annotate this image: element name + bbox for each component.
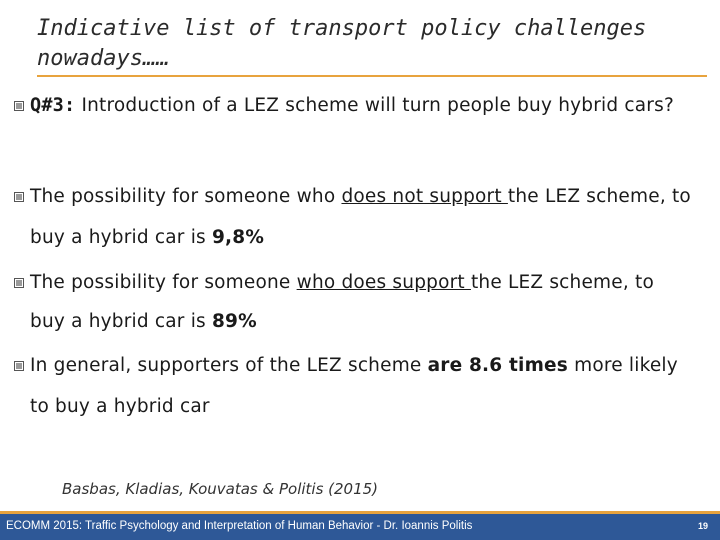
checkbox-bullet-icon [14,101,24,111]
checkbox-bullet-icon [14,361,24,371]
bullet-text: more likely [568,355,678,376]
footer-bar [0,511,720,540]
checkbox-bullet-icon [14,278,24,288]
bold-phrase: are 8.6 times [427,355,569,376]
percentage-value: 89% [211,311,257,332]
underlined-phrase: does not support [341,186,508,207]
bullet-text: the LEZ scheme, to [507,186,691,207]
question-text: Introduction of a LEZ scheme will turn people buy hybrid cars? [75,95,674,116]
underlined-phrase: who does support [296,272,471,293]
page-number: 19 [697,521,708,531]
bullet-text: The possibility for someone who [30,186,342,207]
bullet-text: buy a hybrid car is [30,227,212,248]
bullet-text: The possibility for someone [30,272,297,293]
bullet-text: In general, supporters of the LEZ scheme [30,355,428,376]
checkbox-bullet-icon [14,192,24,202]
title-underline-rule [37,75,707,77]
bullet-text: buy a hybrid car is [30,311,212,332]
bullet-text: to buy a hybrid car [30,396,210,417]
citation: Basbas, Kladias, Kouvatas & Politis (2015) [62,480,379,498]
question-label: Q#3: [30,95,76,116]
bullet-text: the LEZ scheme, to [470,272,654,293]
percentage-value: 9,8% [211,227,265,248]
footer-text: ECOMM 2015: Traffic Psychology and Interpretation of Human Behavior - Dr. Ioannis Politis [6,520,473,532]
slide-title: Indicative list of transport policy challenges nowadays…… [37,16,647,71]
